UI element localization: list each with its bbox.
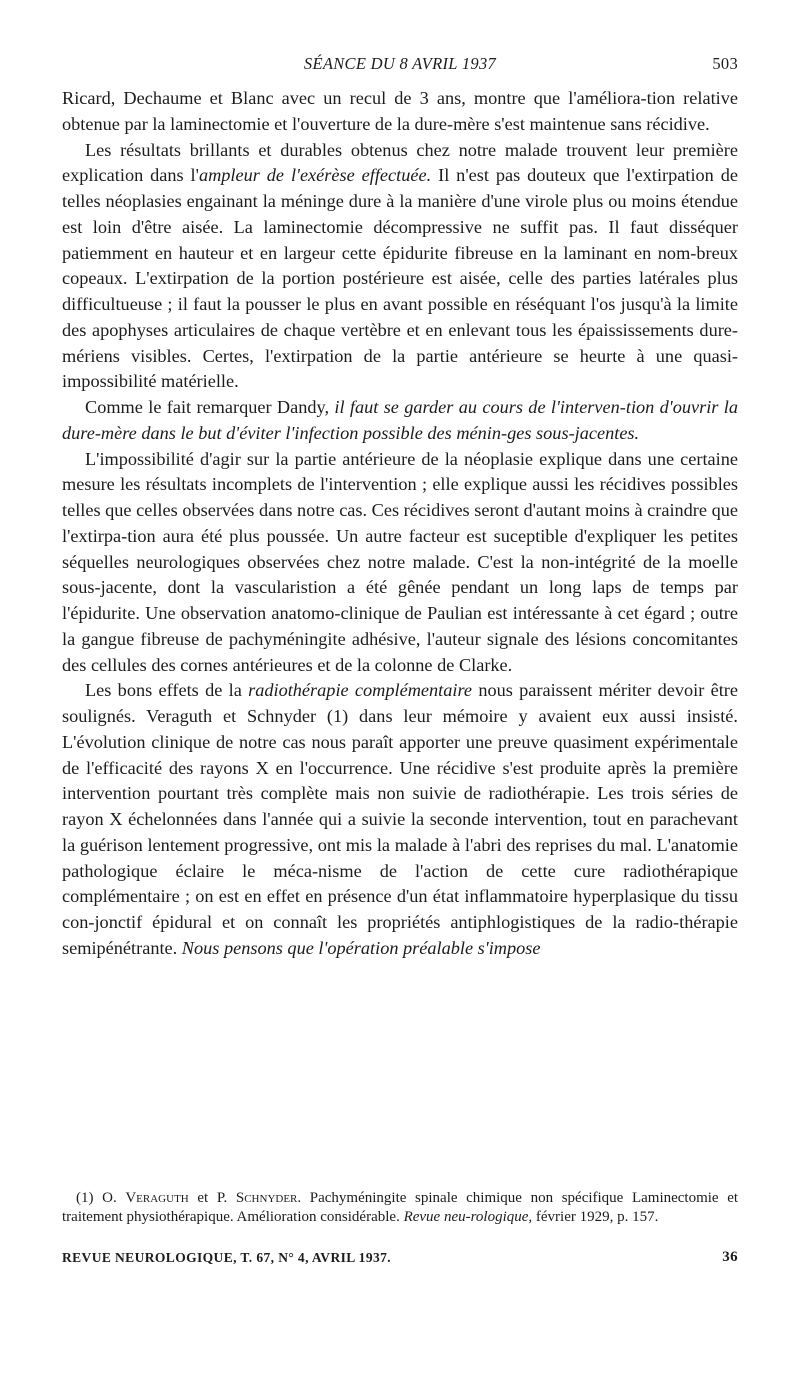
running-header — [62, 54, 738, 78]
footnote-author-2: Schnyder. — [235, 1190, 302, 1206]
emphasis-ampleur: ampleur de l'exérèse effectuée. — [198, 165, 432, 186]
running-title: SÉANCE DU 8 AVRIL 1937 — [303, 54, 497, 73]
paragraph-5: Les bons effets de la radiothérapie complémentaire nous paraissent mériter devoir être soulignés. Veraguth et Schnyder (1) dans leur mémoire y avaient eux aussi insisté. L'évolution clinique de notre cas nous paraît apporter une preuve quasiment expérimentale de l'efficacité des rayons X en l'occurrence. Une récidive s'est produite après la première intervention pourtant très complète mais non suivie de radiothérapie. Les trois séries de rayon X échelonnées dans l'année qui a suivie la seconde intervention, tout en parachevant la guérison lentement progressive, ont mis la malade à l'abri des reprises du mal. L'anatomie pathologique éclaire le méca-nisme de l'action de cette cure radiothérapique complémentaire ; on est en effet en présence d'un état inflammatoire hyperplasique du tissu con-jonctif épidural et on connaît les propriétés antiphlogistiques de la radio-thérapie semipénétrante. Nous pensons que l'opération préalable s'impose — [62, 680, 738, 958]
footer-journal-ref: REVUE NEUROLOGIQUE, T. 67, N° 4, AVRIL 1937. — [62, 1250, 392, 1265]
paragraph-3: Comme le fait remarquer Dandy, il faut se garder au cours de l'interven-tion d'ouvrir la dure-mère dans le but d'éviter l'infection possible des ménin-ges sous-jacentes. — [62, 397, 738, 443]
paragraph-1: Ricard, Dechaume et Blanc avec un recul de 3 ans, montre que l'améliora-tion relative obtenue par la laminectomie et l'ouverture de la dure-mère s'est maintenue sans récidive. — [62, 88, 738, 134]
footnote-text: Pachyméningite spinale chimique non spécifique Laminectomie et traitement physiothérapique. Amélioration considérable. — [62, 1190, 739, 1225]
emphasis-radiotherapie: radiothérapie complémentaire — [248, 680, 473, 701]
footnote-date: février 1929, p. 157. — [535, 1209, 659, 1225]
footnote-author-1: Veraguth — [125, 1190, 189, 1206]
page-number: 503 — [712, 54, 738, 73]
footnote: (1) O. Veraguth et P. Schnyder. Pachyméningite spinale chimique non spécifique Laminectomie et traitement physiothérapique. Amélioration considérable. Revue neu-rologique, février 1929, p. 157. — [62, 1190, 739, 1225]
body-text — [62, 86, 738, 962]
paragraph-2: Les résultats brillants et durables obtenus chez notre malade trouvent leur première explication dans l'ampleur de l'exérèse effectuée. Il n'est pas douteux que l'extirpation de telles néoplasies engainant la méninge dure à la manière d'une virole plus ou moins étendue est loin d'être aisée. La laminectomie décompressive ne suffit pas. Il faut disséquer patiemment en hauteur et en largeur cette épidurite fibreuse en la laminant en nom-breux copeaux. L'extirpation de la portion postérieure est aisée, celle des parties latérales plus difficultueuse ; il faut la pousser le plus en avant possible en réséquant l'os jusqu'à la limite des apophyses articulaires de chaque vertèbre et en enlevant tous les épaississements dure-mériens visibles. Certes, l'extirpation de la partie antérieure se heurte à une quasi-impossibilité matérielle. — [62, 139, 738, 392]
emphasis-conclusion: Nous pensons que l'opération préalable s'impose — [181, 937, 541, 958]
footer-sheet-number: 36 — [722, 1249, 738, 1265]
emphasis-dandy-quote: il faut se garder au cours de l'interven-tion d'ouvrir la dure-mère dans le but d'éviter l'infection possible des ménin-ges sous-jacentes. — [62, 397, 738, 443]
paragraph-4: L'impossibilité d'agir sur la partie antérieure de la néoplasie explique dans une certaine mesure les résultats incomplets de l'intervention ; elle explique aussi les récidives possibles telles que celles observées dans notre cas. Ces récidives seront d'autant moins à craindre que l'extirpa-tion aura été plus poussée. Un autre facteur est suceptible d'expliquer les petites séquelles neurologiques observées chez notre malade. C'est la non-intégrité de la moelle sous-jacente, dont la vascularistion a été gênée pendant un long laps de temps par l'épidurite. Une observation anatomo-clinique de Paulian est intéressante à cet égard ; outre la gangue fibreuse de pachyméningite adhésive, l'auteur signale des lésions concomitantes des cellules des cornes antérieures et de la colonne de Clarke. — [62, 448, 738, 675]
footnote-marker: (1) — [76, 1190, 94, 1206]
footnote-journal: Revue neu-rologique, — [403, 1209, 533, 1225]
